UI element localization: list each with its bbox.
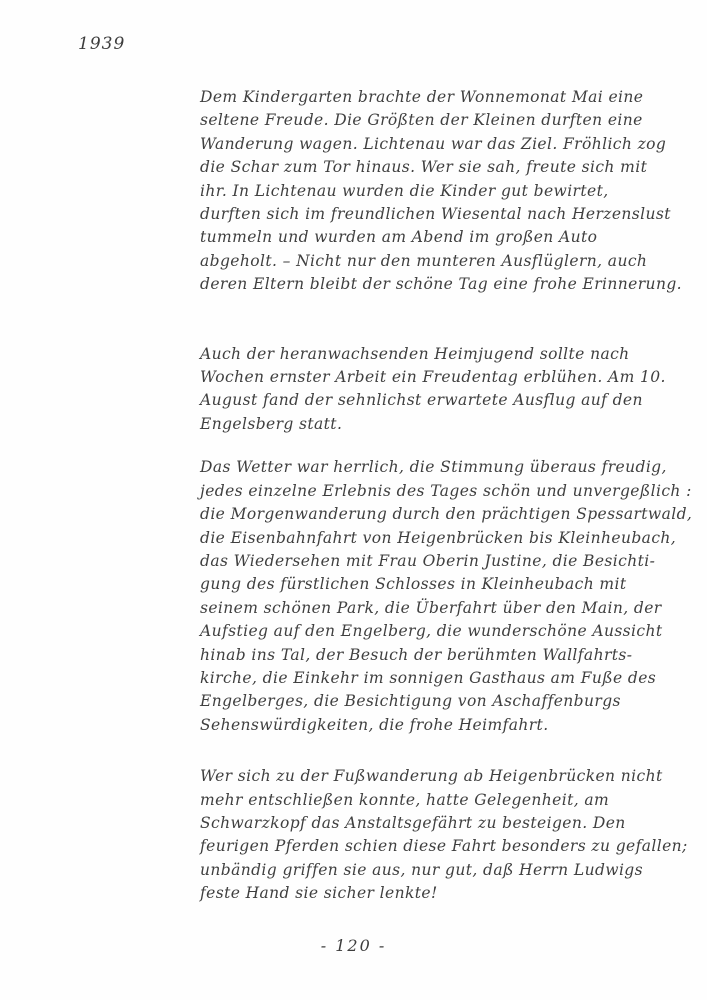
text-block xyxy=(200,86,693,906)
text-line: August fand der sehnlichst erwartete Ausflug auf den xyxy=(200,391,643,410)
text-line: kirche, die Einkehr im sonnigen Gasthaus am Fuße des xyxy=(200,668,657,687)
paragraph-kindergarten xyxy=(200,86,682,297)
text-line: Schwarzkopf das Anstaltsgefährt zu besteigen. Den xyxy=(200,813,626,832)
page-number: - 120 - xyxy=(320,936,387,955)
paragraph-fusswanderung xyxy=(200,765,688,905)
text-line: Wochen ernster Arbeit ein Freudentag erblühen. Am 10. xyxy=(200,368,666,387)
text-line: die Schar zum Tor hinaus. Wer sie sah, freute sich mit xyxy=(200,158,648,177)
text-line: die Eisenbahnfahrt von Heigenbrücken bis Kleinheubach, xyxy=(200,528,677,547)
text-line: Engelsberg statt. xyxy=(200,414,343,433)
text-line: Aufstieg auf den Engelberg, die wunderschöne Aussicht xyxy=(200,622,663,641)
text-line: Wanderung wagen. Lichtenau war das Ziel. Fröhlich zog xyxy=(200,134,667,153)
text-line: mehr entschließen konnte, hatte Gelegenheit, am xyxy=(200,790,610,809)
text-line: feurigen Pferden schien diese Fahrt besonders zu gefallen; xyxy=(200,837,688,856)
text-line: unbändig griffen sie aus, nur gut, daß Herrn Ludwigs xyxy=(200,860,643,879)
paragraph-heimjugend xyxy=(200,343,666,437)
text-line: seltene Freude. Die Größten der Kleinen durften eine xyxy=(200,111,643,130)
text-line: hinab ins Tal, der Besuch der berühmten Wallfahrts- xyxy=(200,645,633,664)
text-line: Dem Kindergarten brachte der Wonnemonat Mai eine xyxy=(200,88,644,106)
text-line: gung des fürstlichen Schlosses in Kleinheubach mit xyxy=(200,575,627,594)
text-line: die Morgenwanderung durch den prächtigen Spessartwald, xyxy=(200,505,693,524)
text-line: ihr. In Lichtenau wurden die Kinder gut bewirtet, xyxy=(200,181,609,200)
text-line: durften sich im freundlichen Wiesental nach Herzenslust xyxy=(200,205,671,224)
text-line: Sehenswürdigkeiten, die frohe Heimfahrt. xyxy=(200,715,549,734)
text-line: jedes einzelne Erlebnis des Tages schön und unvergeßlich : xyxy=(200,481,692,500)
text-line: deren Eltern bleibt der schöne Tag eine frohe Erinnerung. xyxy=(200,275,682,294)
year-label: 1939 xyxy=(78,34,126,54)
text-line: seinem schönen Park, die Überfahrt über den Main, der xyxy=(200,598,662,617)
text-line: das Wiedersehen mit Frau Oberin Justine, die Besichti- xyxy=(200,551,656,570)
text-line: Auch der heranwachsenden Heimjugend sollte nach xyxy=(200,344,630,363)
text-line: Engelberges, die Besichtigung von Aschaffenburgs xyxy=(200,692,621,711)
text-line: Wer sich zu der Fußwanderung ab Heigenbrücken nicht xyxy=(200,767,663,786)
paragraph-ausflug xyxy=(200,456,693,737)
text-line: abgeholt. – Nicht nur den munteren Ausflüglern, auch xyxy=(200,251,648,270)
text-line: Das Wetter war herrlich, die Stimmung überaus freudig, xyxy=(200,458,667,477)
text-line: feste Hand sie sicher lenkte! xyxy=(200,884,438,903)
text-line: tummeln und wurden am Abend im großen Auto xyxy=(200,228,598,247)
